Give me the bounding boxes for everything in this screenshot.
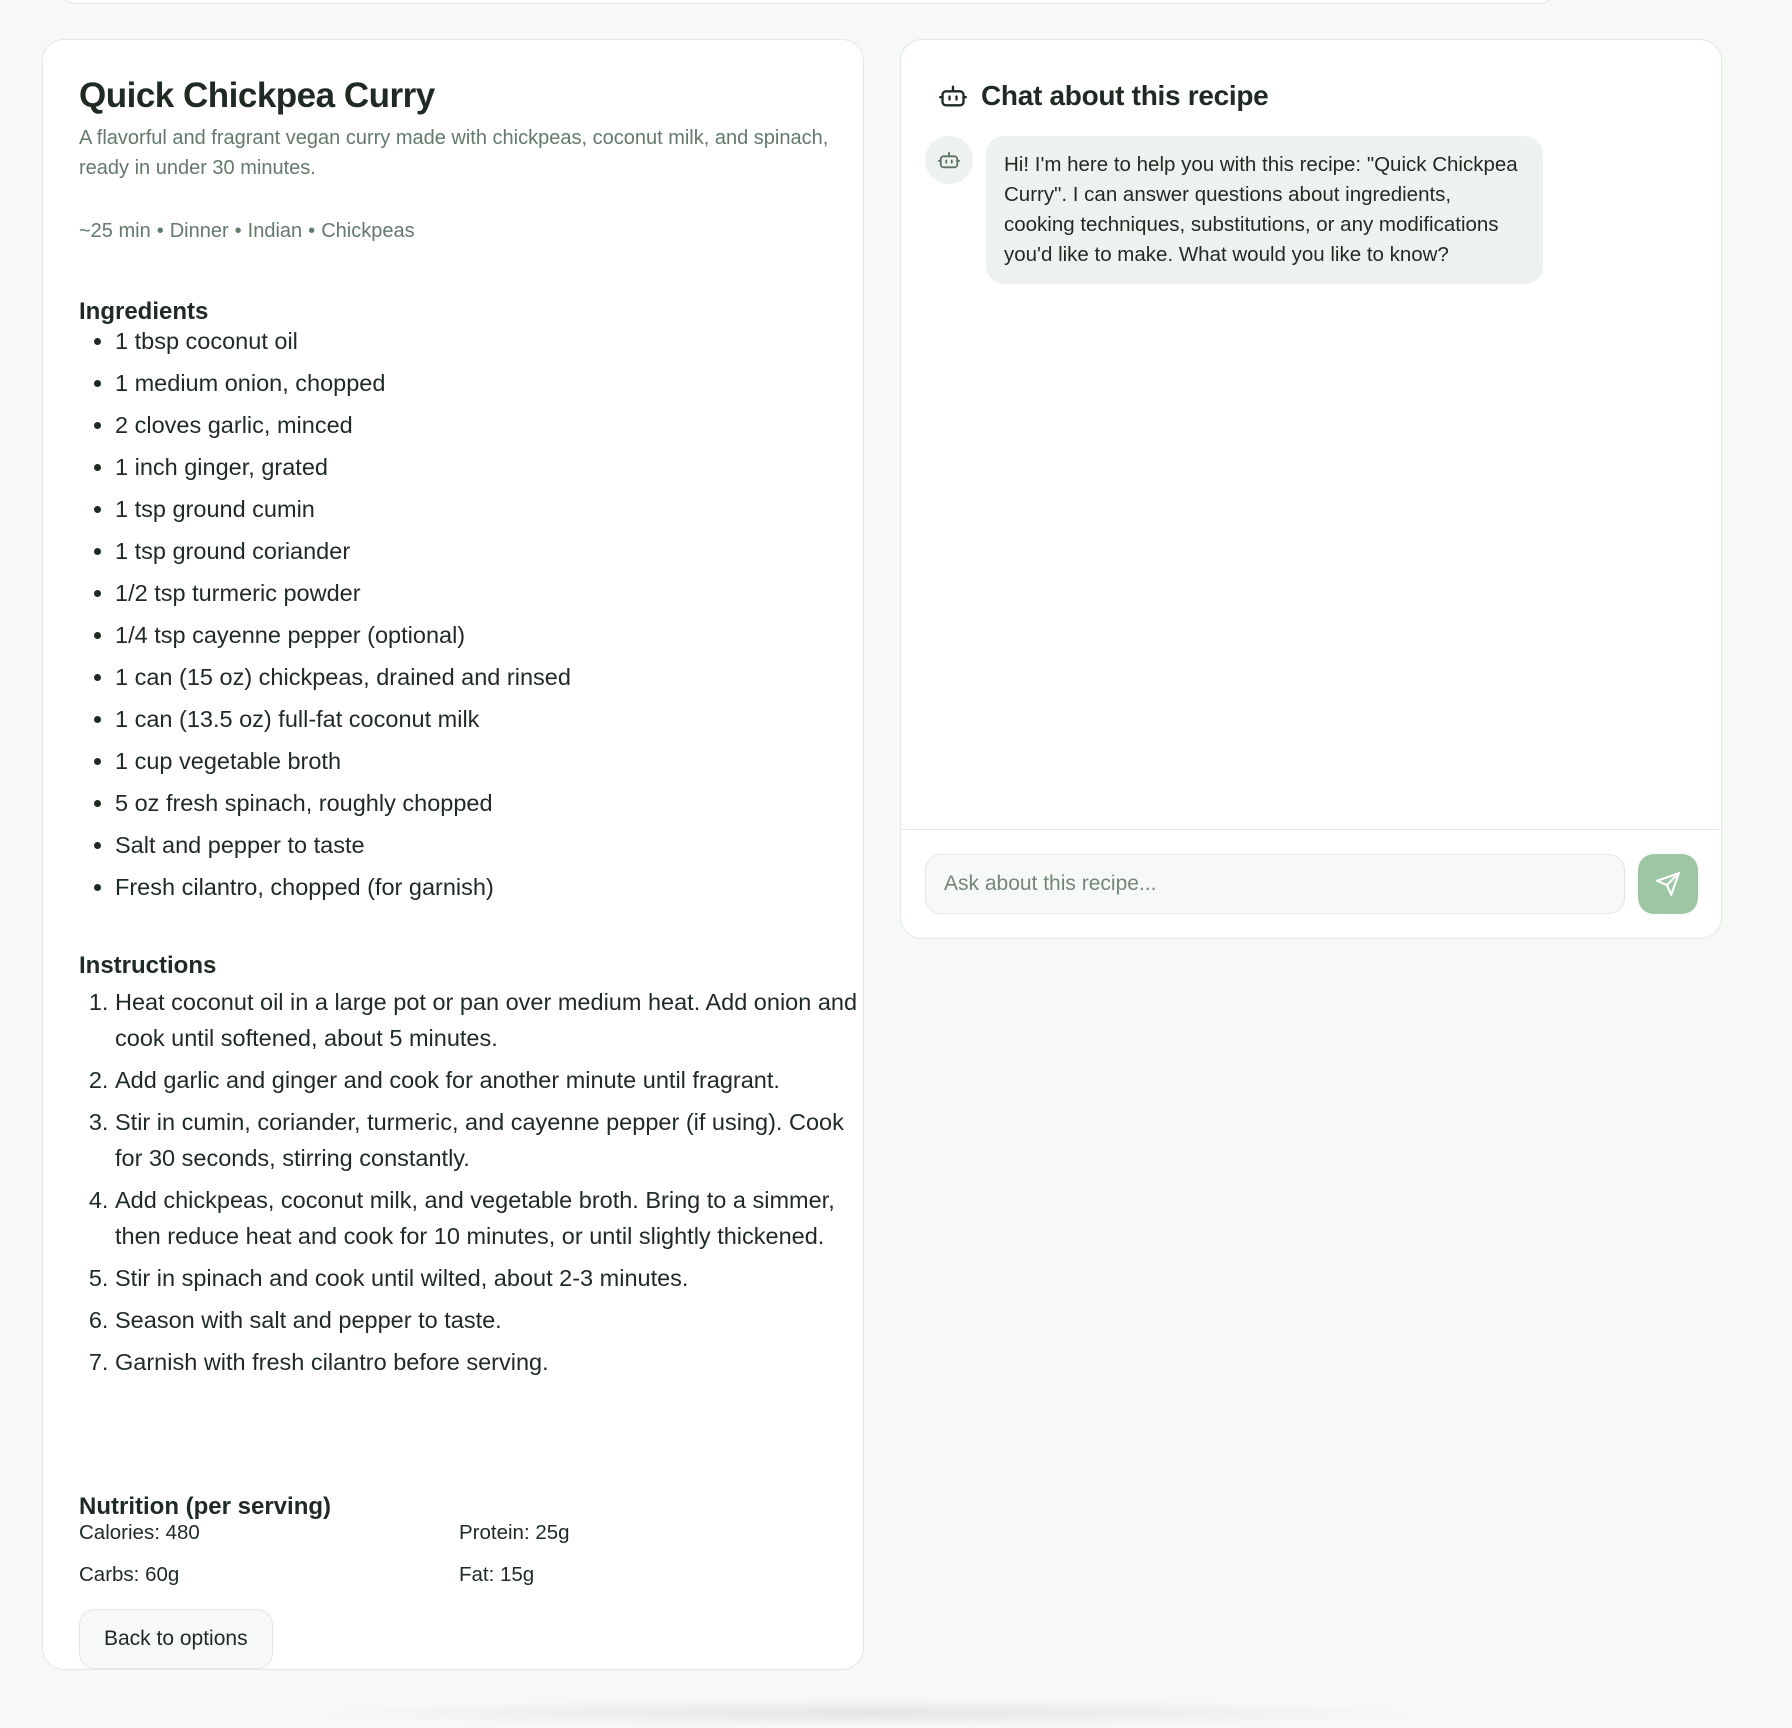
nutrition-calories: Calories: 480 — [79, 1521, 200, 1544]
ingredient-item: • 1 inch ginger, grated — [115, 446, 571, 488]
ingredient-item: • 1 tsp ground coriander — [115, 530, 571, 572]
ingredient-item: • 1 cup vegetable broth — [115, 740, 571, 782]
assistant-message: Hi! I'm here to help you with this recipe: "Quick Chickpea Curry". I can answer questions about ingredients, cooking techniques, substitutions, or any modifications you'd like to make. What would you like to know? — [986, 136, 1543, 284]
instructions-heading: Instructions — [79, 951, 217, 979]
meta-separator: • — [308, 220, 316, 242]
assistant-avatar — [925, 136, 973, 184]
nutrition-protein: Protein: 25g — [459, 1521, 570, 1544]
instruction-step: 2. Add garlic and ginger and cook for another minute until fragrant. — [115, 1062, 865, 1098]
ingredients-heading: Ingredients — [79, 297, 209, 325]
chat-header — [939, 80, 1268, 112]
ingredient-item: • Salt and pepper to taste — [115, 824, 571, 866]
instruction-step: 6. Season with salt and pepper to taste. — [115, 1302, 865, 1338]
instruction-step: 1. Heat coconut oil in a large pot or pan over medium heat. Add onion and cook until softened, about 5 minutes. — [115, 984, 865, 1056]
meta-meal: Dinner — [169, 220, 229, 242]
recipe-meta — [79, 220, 415, 243]
back-to-options-button[interactable]: Back to options — [79, 1609, 273, 1669]
nutrition-carbs: Carbs: 60g — [79, 1563, 180, 1586]
instruction-step: 5. Stir in spinach and cook until wilted, about 2-3 minutes. — [115, 1260, 865, 1296]
ingredient-item: • 1/2 tsp turmeric powder — [115, 572, 571, 614]
bot-icon — [938, 149, 960, 171]
ingredient-item: • Fresh cilantro, chopped (for garnish) — [115, 866, 571, 908]
meta-main-ingredient: Chickpeas — [321, 220, 415, 242]
recipe-description: A flavorful and fragrant vegan curry made with chickpeas, coconut milk, and spinach, ready in under 30 minutes. — [79, 127, 829, 179]
chat-title: Chat about this recipe — [981, 80, 1269, 111]
send-icon — [1655, 871, 1681, 897]
meta-separator: • — [234, 220, 242, 242]
nutrition-heading: Nutrition (per serving) — [79, 1492, 332, 1520]
chat-divider — [901, 829, 1721, 830]
ingredient-item: • 1 tbsp coconut oil — [115, 320, 571, 362]
meta-time: ~25 min — [79, 220, 151, 242]
bottom-shadow — [300, 1698, 1440, 1728]
ingredient-item: • 2 cloves garlic, minced — [115, 404, 571, 446]
chat-panel — [900, 39, 1722, 939]
ingredient-item: • 1 can (13.5 oz) full-fat coconut milk — [115, 698, 571, 740]
recipe-title: Quick Chickpea Curry — [79, 76, 435, 115]
instruction-step: 4. Add chickpeas, coconut milk, and vegetable broth. Bring to a simmer, then reduce heat and cook for 10 minutes, or until slightly thickened. — [115, 1182, 865, 1254]
ingredient-item: • 1 can (15 oz) chickpeas, drained and rinsed — [115, 656, 571, 698]
ingredient-item: • 1 medium onion, chopped — [115, 362, 571, 404]
instructions-list — [79, 984, 865, 1386]
ingredient-item: • 5 oz fresh spinach, roughly chopped — [115, 782, 571, 824]
previous-card-edge — [56, 0, 1558, 4]
instruction-step: 7. Garnish with fresh cilantro before serving. — [115, 1344, 865, 1380]
ingredient-item: • 1 tsp ground cumin — [115, 488, 571, 530]
meta-separator: • — [156, 220, 164, 242]
send-button[interactable] — [1638, 854, 1698, 914]
ingredient-item: • 1/4 tsp cayenne pepper (optional) — [115, 614, 571, 656]
nutrition-fat: Fat: 15g — [459, 1563, 535, 1586]
instruction-step: 3. Stir in cumin, coriander, turmeric, and cayenne pepper (if using). Cook for 30 seconds, stirring constantly. — [115, 1104, 865, 1176]
recipe-card — [42, 39, 864, 1670]
bot-icon — [939, 82, 967, 110]
meta-cuisine: Indian — [247, 220, 303, 242]
chat-input[interactable] — [925, 854, 1625, 914]
ingredients-list — [79, 320, 571, 908]
